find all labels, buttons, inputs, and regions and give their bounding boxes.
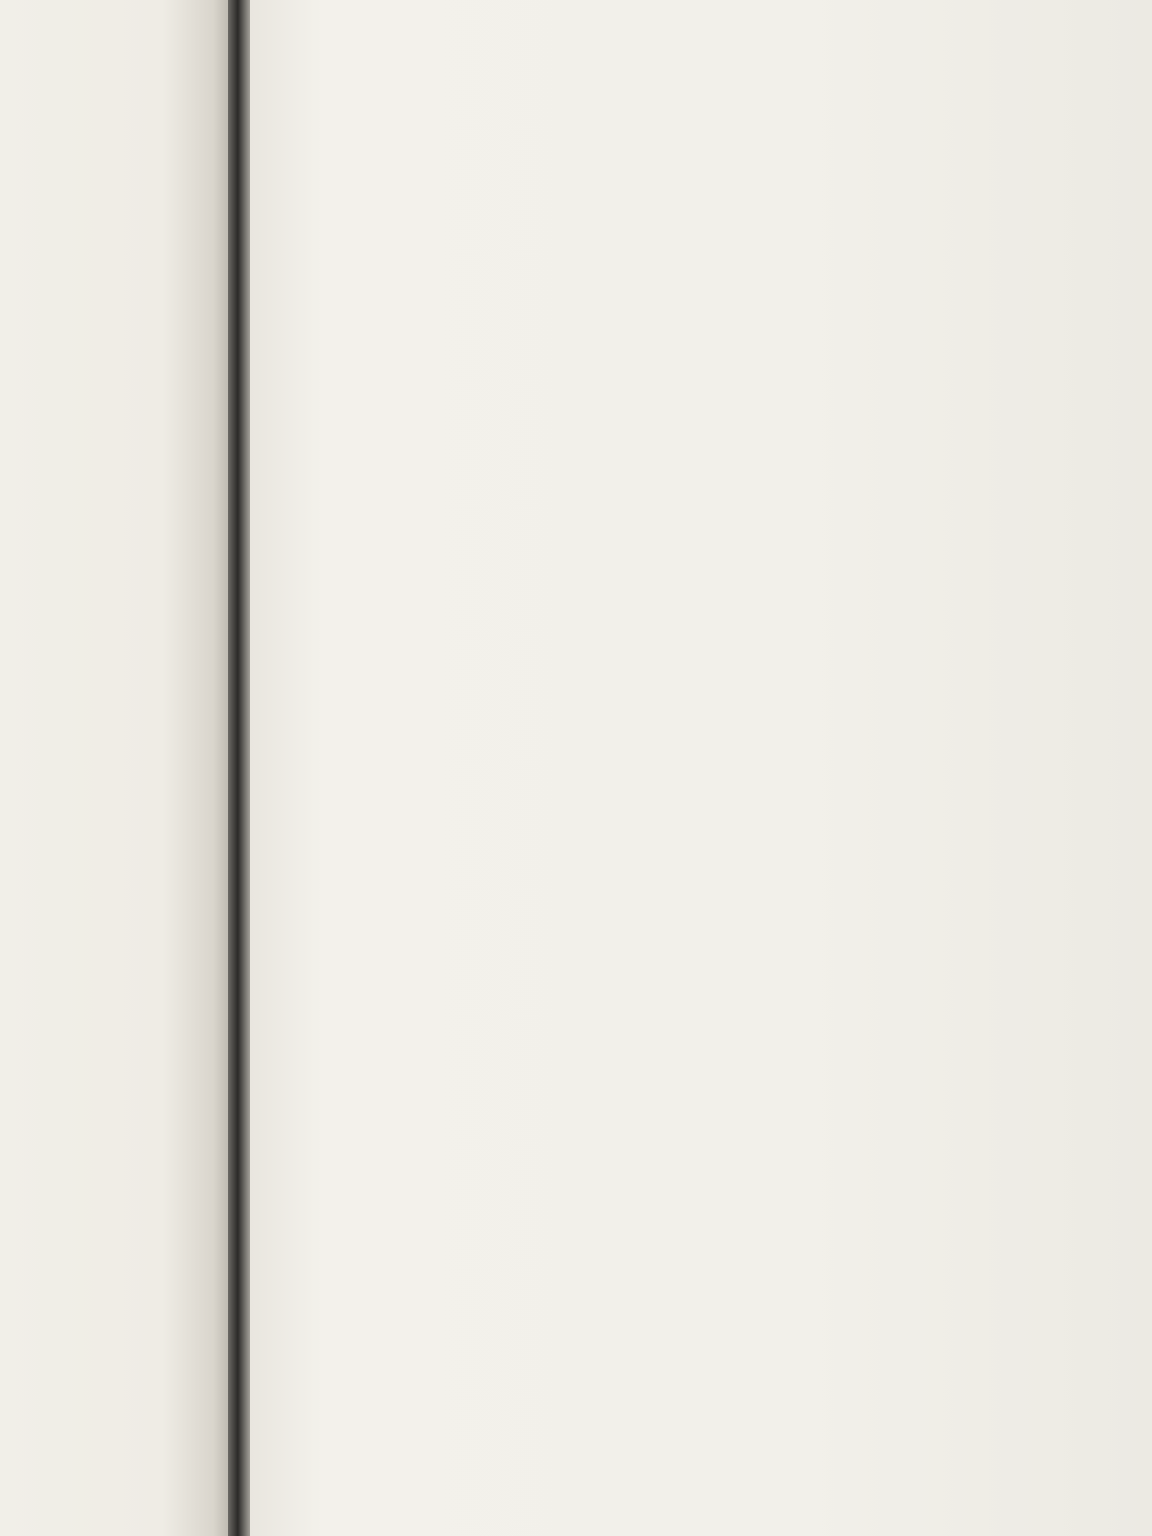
left-page [0,0,232,1536]
right-page [250,0,1152,1536]
